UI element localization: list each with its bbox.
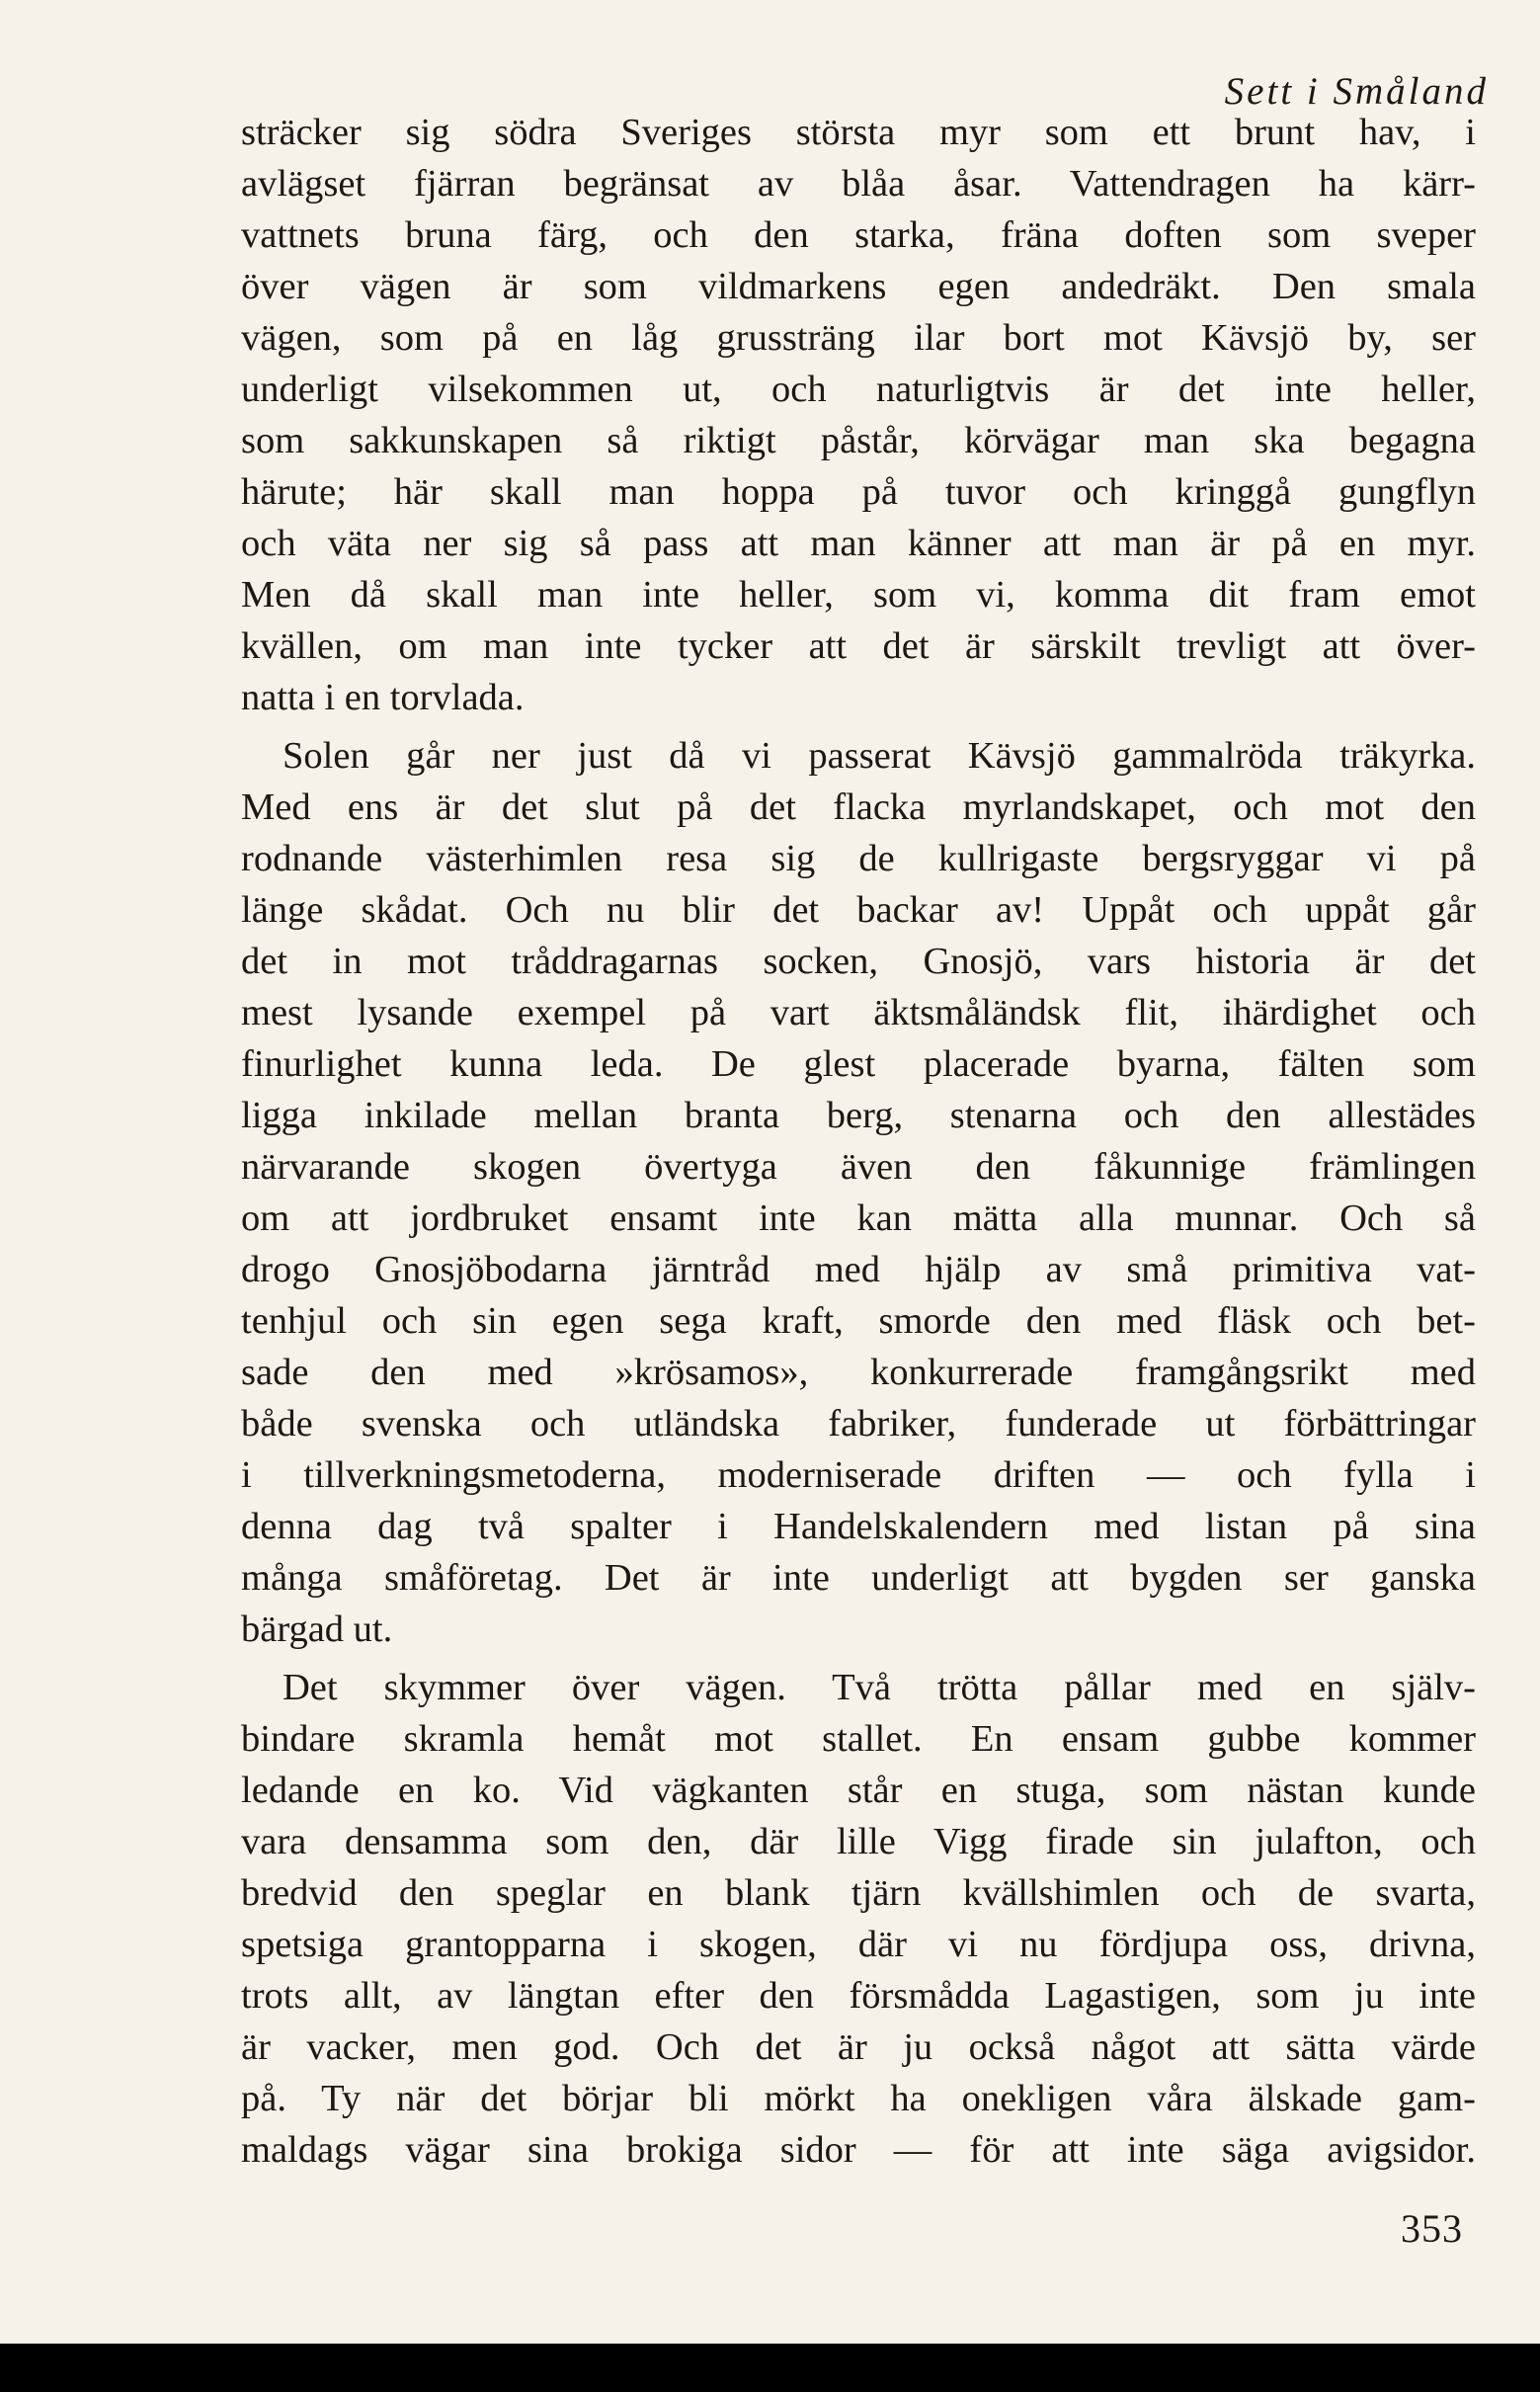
text-line: bredvid den speglar en blank tjärn kvällshimlen och de svarta, — [241, 1872, 1476, 1914]
text-line: bindare skramla hemåt mot stallet. En ensam gubbe kommer — [241, 1718, 1476, 1760]
paragraph-1 — [241, 107, 1476, 723]
paragraph-2 — [241, 730, 1476, 1655]
text-line: vara densamma som den, där lille Vigg firade sin julafton, och — [241, 1821, 1476, 1862]
text-line: kvällen, om man inte tycker att det är särskilt trevligt att över- — [241, 625, 1476, 667]
text-line: Men då skall man inte heller, som vi, komma dit fram emot — [241, 574, 1476, 616]
scan-bottom-bar — [0, 2344, 1540, 2392]
text-line: om att jordbruket ensamt inte kan mätta alla munnar. Och så — [241, 1197, 1476, 1239]
body-text — [241, 107, 1476, 2183]
text-line: sade den med »krösamos», konkurrerade framgångsrikt med — [241, 1352, 1476, 1393]
text-line: mest lysande exempel på vart äktsmåländsk flit, ihärdighet och — [241, 992, 1476, 1033]
text-line: Med ens är det slut på det flacka myrlandskapet, och mot den — [241, 786, 1476, 828]
text-line: sträcker sig södra Sveriges största myr som ett brunt hav, i — [241, 112, 1476, 153]
text-line: vattnets bruna färg, och den starka, fräna doften som sveper — [241, 214, 1476, 256]
text-line: Solen går ner just då vi passerat Kävsjö gammalröda träkyrka. — [283, 735, 1476, 777]
text-line: natta i en torvlada. — [241, 677, 525, 718]
text-line: över vägen är som vildmarkens egen andedräkt. Den smala — [241, 266, 1476, 307]
text-line: är vacker, men god. Och det är ju också något att sätta värde — [241, 2026, 1476, 2068]
text-line: härute; här skall man hoppa på tuvor och kringgå gungflyn — [241, 471, 1476, 513]
text-line: spetsiga grantopparna i skogen, där vi nu fördjupa oss, drivna, — [241, 1924, 1476, 1965]
text-line: Det skymmer över vägen. Två trötta pållar med en själv- — [283, 1667, 1476, 1708]
text-line: tenhjul och sin egen sega kraft, smorde den med fläsk och bet- — [241, 1300, 1476, 1342]
paragraph-3 — [241, 1662, 1476, 2176]
text-line: på. Ty när det börjar bli mörkt ha onekligen våra älskade gam- — [241, 2078, 1476, 2119]
text-line: som sakkunskapen så riktigt påstår, körvägar man ska begagna — [241, 420, 1476, 461]
text-line: ledande en ko. Vid vägkanten står en stuga, som nästan kunde — [241, 1770, 1476, 1811]
text-line: och väta ner sig så pass att man känner att man är på en myr. — [241, 523, 1476, 564]
text-line: bärgad ut. — [241, 1608, 393, 1650]
page-number: 353 — [1401, 2206, 1463, 2251]
text-line: rodnande västerhimlen resa sig de kullrigaste bergsryggar vi på — [241, 838, 1476, 879]
running-head: Sett i Småland — [1224, 70, 1489, 113]
text-line: ligga inkilade mellan branta berg, stenarna och den allestädes — [241, 1095, 1476, 1136]
text-line: länge skådat. Och nu blir det backar av! Uppåt och uppåt går — [241, 889, 1476, 931]
text-line: vägen, som på en låg grussträng ilar bort mot Kävsjö by, ser — [241, 317, 1476, 359]
text-line: det in mot tråddragarnas socken, Gnosjö, vars historia är det — [241, 941, 1476, 982]
text-line: i tillverkningsmetoderna, moderniserade driften — och fylla i — [241, 1454, 1476, 1496]
text-line: trots allt, av längtan efter den försmådda Lagastigen, som ju inte — [241, 1975, 1476, 2017]
text-line: underligt vilsekommen ut, och naturligtvis är det inte heller, — [241, 369, 1476, 410]
text-line: drogo Gnosjöbodarna järntråd med hjälp av små primitiva vat- — [241, 1249, 1476, 1290]
text-line: avlägset fjärran begränsat av blåa åsar. Vattendragen ha kärr- — [241, 163, 1476, 205]
text-line: både svenska och utländska fabriker, funderade ut förbättringar — [241, 1403, 1476, 1444]
text-line: maldags vägar sina brokiga sidor — för att inte säga avigsidor. — [241, 2129, 1476, 2171]
text-line: finurlighet kunna leda. De glest placerade byarna, fälten som — [241, 1043, 1476, 1085]
text-line: närvarande skogen övertyga även den fåkunnige främlingen — [241, 1146, 1476, 1188]
text-line: denna dag två spalter i Handelskalendern med listan på sina — [241, 1506, 1476, 1547]
text-line: många småföretag. Det är inte underligt att bygden ser ganska — [241, 1557, 1476, 1599]
